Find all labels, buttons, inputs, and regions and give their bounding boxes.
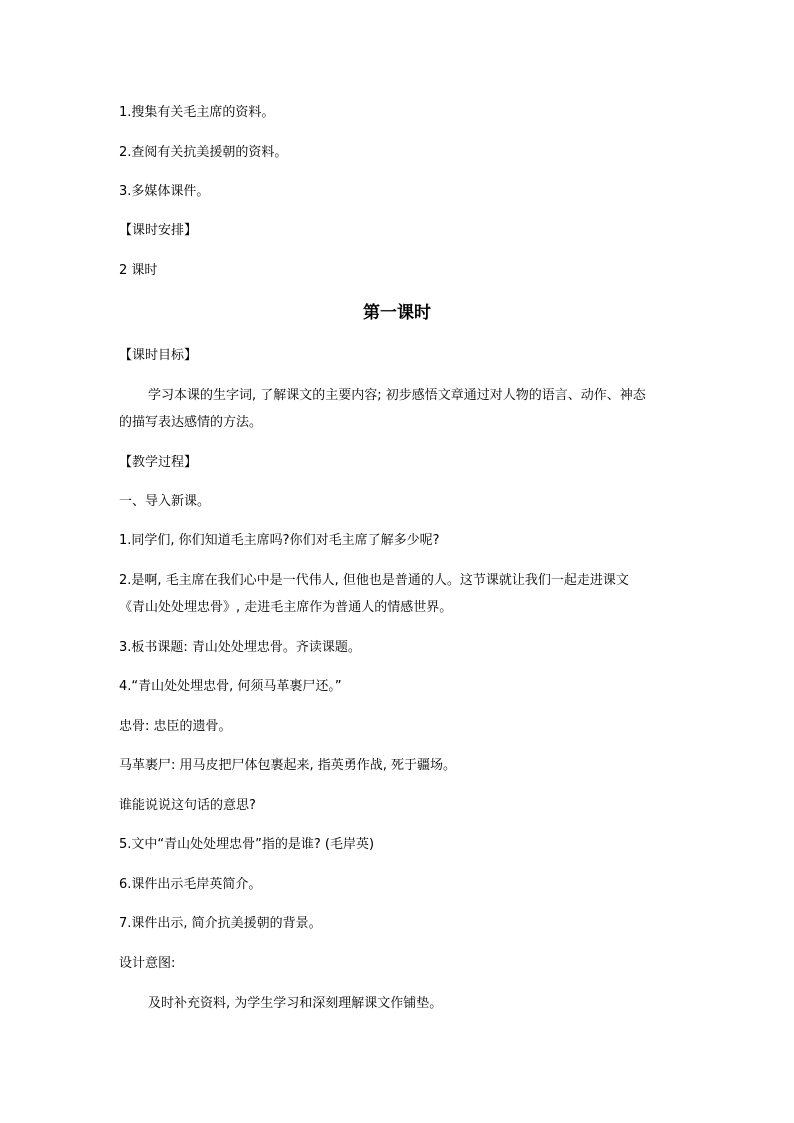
lesson-title: 第一课时	[363, 303, 431, 323]
step-1: 1.同学们, 你们知道毛主席吗?你们对毛主席了解多少呢?	[119, 533, 440, 548]
step-2-line1: 2.是啊, 毛主席在我们心中是一代伟人, 但他也是普通的人。这节课就让我们一起走进课文	[119, 573, 629, 588]
process-label: 【教学过程】	[119, 455, 198, 470]
step-6: 6.课件出示毛岸英简介。	[119, 877, 262, 892]
schedule-label: 【课时安排】	[119, 223, 198, 238]
step-5: 5.文中“青山处处埋忠骨”指的是谁? (毛岸英)	[119, 837, 375, 852]
step-7: 7.课件出示, 简介抗美援朝的背景。	[119, 916, 322, 931]
step-4-definition-2: 马革裹尸: 用马皮把尸体包裹起来, 指英勇作战, 死于疆场。	[119, 758, 457, 773]
step-3: 3.板书课题: 青山处处埋忠骨。齐读课题。	[119, 640, 361, 655]
step-4-definition-1: 忠骨: 忠臣的遗骨。	[119, 719, 232, 734]
schedule-value: 2 课时	[119, 263, 158, 278]
goal-text-line1: 学习本课的生字词, 了解课文的主要内容; 初步感悟文章通过对人物的语言、动作、神态	[148, 388, 646, 403]
step-2-line2: 《青山处处埋忠骨》, 走进毛主席作为普通人的情感世界。	[119, 600, 453, 615]
section-one-heading: 一、导入新课。	[119, 494, 211, 509]
prep-item-1: 1.搜集有关毛主席的资料。	[119, 105, 275, 120]
prep-item-3: 3.多媒体课件。	[119, 184, 210, 199]
goal-label: 【课时目标】	[119, 348, 198, 363]
step-4: 4.“青山处处埋忠骨, 何须马革裹尸还。”	[119, 679, 342, 694]
design-text: 及时补充资料, 为学生学习和深刻理解课文作铺垫。	[148, 996, 443, 1011]
step-4-question: 谁能说说这句话的意思?	[119, 798, 256, 813]
goal-text-line2: 的描写表达感情的方法。	[119, 415, 263, 430]
prep-item-2: 2.查阅有关抗美援朝的资料。	[119, 145, 288, 160]
design-label: 设计意图:	[119, 956, 176, 971]
